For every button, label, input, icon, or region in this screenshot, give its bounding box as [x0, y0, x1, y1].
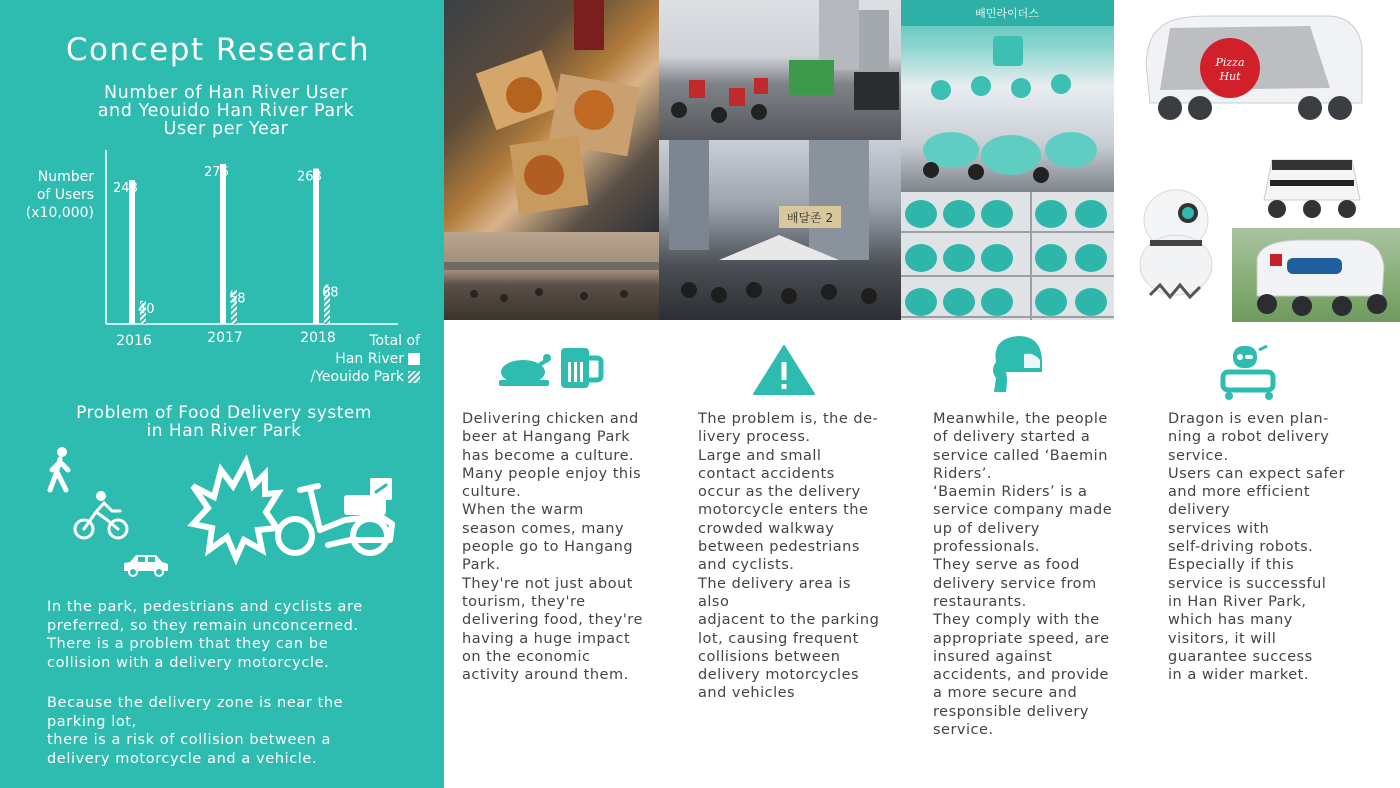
text-line: parking lot,	[47, 713, 137, 730]
delivery-zone-sign: 배달존 2	[786, 211, 834, 225]
x-tick-label: 2017	[207, 330, 243, 346]
concept-research-panel	[0, 0, 444, 788]
column-chicken-culture	[462, 410, 652, 684]
x-tick-label: 2018	[300, 330, 336, 346]
chart-heading-line: Number of Han River User	[103, 83, 349, 103]
pedestrian-icon	[50, 447, 68, 490]
problem-paragraph-1	[47, 598, 427, 672]
problem-heading-line: Problem of Food Delivery system	[76, 403, 372, 423]
text-line: preferred, so they remain unconcerned.	[47, 617, 359, 634]
problem-heading-line: in Han River Park	[146, 421, 302, 441]
text-line: Because the delivery zone is near the	[47, 695, 344, 711]
data-label: 68	[322, 285, 339, 301]
robot-icon	[1215, 344, 1281, 402]
data-label: 248	[113, 181, 138, 197]
text-line: there is a risk of collision between a	[47, 732, 331, 748]
legend-label: Han River	[335, 351, 404, 367]
text-line: In the park, pedestrians and cyclists are	[47, 599, 363, 615]
legend-label: /Yeouido Park	[310, 369, 404, 385]
column-text: The problem is, the de- livery process. Large and small contact accidents occur as the delivery motorcycle enters the crowded walkway between pedestrians and cyclists. The delivery area is also adjacent to the parking lot, causing frequent collisions between delivery motorcycles and vehicles	[698, 411, 880, 702]
y-axis-label-line: (x10,000)	[25, 205, 94, 221]
baemin-riders-sign: 배민라이더스	[975, 7, 1039, 20]
column-text: Meanwhile, the people of delivery started a service called ‘Baemin Riders’. ‘Baemin Riders’ is a service company made up of delivery professionals. They serve as food delivery service from restaurants. They comply with the appropriate speed, are insured against accidents, and provide a more secure and responsible delivery service.	[933, 411, 1113, 739]
column-baemin-riders	[933, 410, 1123, 739]
photo-street-motorcycles	[659, 0, 901, 140]
chart-heading-line: and Yeouido Han River Park	[97, 101, 355, 121]
photo-dominos-robot	[1232, 228, 1400, 322]
x-tick-label: 2016	[116, 333, 152, 349]
photo-pizza-hut-vehicle	[1130, 8, 1370, 133]
text-line: delivery motorcycle and a vehicle.	[47, 750, 318, 767]
y-axis-label-line: of Users	[36, 187, 94, 203]
cyclist-icon	[75, 491, 127, 538]
delivery-scooter-icon	[278, 478, 392, 553]
photo-helmet-shelves	[901, 192, 1114, 320]
legend-label: Total of	[369, 333, 420, 349]
collision-burst-icon	[193, 462, 278, 558]
warning-icon	[752, 344, 816, 396]
text-line: There is a problem that they can be	[47, 636, 329, 652]
y-axis-label-line: Number	[37, 169, 94, 185]
photo-lg-robot	[1130, 185, 1222, 310]
photo-baemin-riders	[901, 0, 1114, 192]
car-icon	[124, 555, 168, 576]
column-robot-delivery	[1168, 410, 1358, 684]
data-label: 268	[297, 169, 322, 185]
photo-chicken-boxes	[444, 0, 659, 232]
column-text: Dragon is even plan- ning a robot delivery service. Users can expect safer and more efficient delivery services with self-driving robots. Especially if this service is successful in Han River Park, which has many visitors, it will guarantee success in a wider market.	[1168, 411, 1345, 684]
pizza-hut-logo-line: Hut	[1219, 70, 1241, 83]
photo-riverside-picnic	[444, 232, 659, 320]
column-text: Delivering chicken and beer at Hangang Park has become a culture. Many people enjoy this culture. When the warm season comes, many people go to Hangang Park. They're not just about tourism, they're delivering food, they're having a huge impact on the economic activity around them.	[462, 411, 643, 684]
chicken-and-beer-icon	[495, 344, 607, 392]
delivery-rider-helmet-icon	[984, 332, 1048, 394]
text-line: collision with a delivery motorcycle.	[47, 654, 330, 671]
data-label: 276	[204, 164, 229, 180]
photo-starship-robot	[1232, 145, 1400, 227]
column-delivery-problem	[698, 410, 888, 703]
photo-delivery-zone-booth	[659, 140, 901, 320]
page-title: Concept Research	[65, 32, 371, 68]
chart-heading-line: User per Year	[163, 119, 289, 139]
pizza-hut-logo-line: Pizza	[1215, 56, 1245, 69]
data-label: 40	[138, 301, 155, 317]
data-label: 58	[229, 291, 246, 307]
problem-paragraph-2	[47, 694, 427, 768]
